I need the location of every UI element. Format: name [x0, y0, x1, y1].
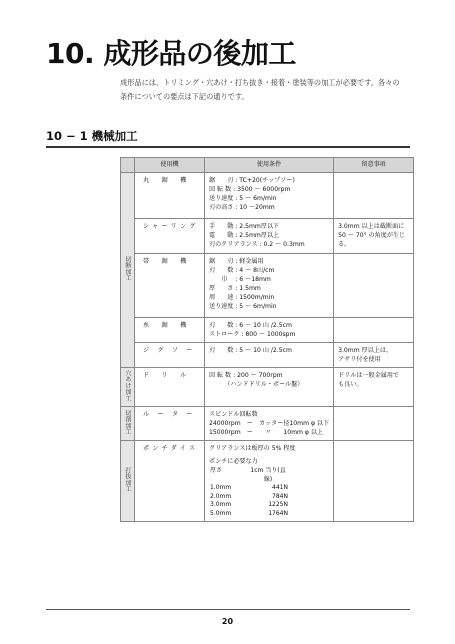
machining-table [120, 157, 414, 522]
intro-line: 条件についての要点は下記の通りです。 [120, 92, 249, 101]
table-row [121, 318, 414, 343]
table-row [121, 441, 414, 522]
force-row: 2.0mm 784N [210, 492, 288, 500]
force-row: 5.0mm 1764N [210, 509, 288, 517]
category-punching: 打抜加工 [121, 441, 135, 522]
notes-cell: 3.0mm 以上は截断面に 50 〜 70° の角度が生じ る。 [334, 219, 414, 254]
force-row: 3.0mm 1225N [210, 501, 288, 508]
machine-cell: ド リ ル [135, 368, 205, 407]
conditions-cell: スピンドル回転数 24000rpm ー カッター径10mm φ 以下 15000rpm ー 〃 10mm φ 以上 [205, 407, 334, 441]
conditions-cell: 回 転 数 : 200 〜 700rpm （ハンドドリル・ボール盤） [205, 368, 334, 407]
table-row [121, 254, 414, 318]
machine-cell: ル ー タ ー [135, 407, 205, 441]
conditions-cell: 手 動 : 2.5mm厚以下 電 動 : 2.5mm厚以上 刃のクリアランス : 0.2 〜 0.3mm [205, 219, 334, 254]
machine-cell: ポンチダイス [135, 441, 205, 522]
page-number: 20 [221, 617, 234, 626]
intro-paragraph [120, 76, 420, 104]
machine-cell: シャーリング [135, 219, 205, 254]
notes-cell [334, 254, 414, 318]
machine-cell: ジ グ ソ ー [135, 343, 205, 368]
machine-cell: 帯 鋸 機 [135, 254, 205, 318]
table-header-row [121, 158, 414, 173]
force-header-per-cm: 1cm 当り(直線) [250, 467, 286, 483]
conditions-cell: 鋸 刃 : TC+20(チップソー) 回 転 数 : 3500 〜 6000rpm 送り速度 : 5 〜 6m/min 刃の高さ : 10 〜20mm [205, 173, 334, 219]
conditions-cell: 刃 数 : 5 〜 10 山 /2.5cm [205, 343, 334, 368]
force-header-thickness: 厚さ [210, 467, 223, 474]
header-corner [121, 158, 135, 173]
footer-divider [46, 609, 410, 610]
intro-line: 成形品には、トリミング・穴あけ・打ち抜き・接着・塗装等の加工が必要です。各々の [120, 78, 400, 87]
category-cutting: 切断加工 [121, 173, 135, 368]
section-divider [46, 146, 410, 148]
conditions-cell: 刃 数 : 6 〜 10 山 /2.5cm ストローク : 800 〜 1000spm [205, 318, 334, 343]
conditions-cell: 鋸 刃 : 軽金属用 刃 数 : 4 〜 8山/cm 巾 : 6 〜18mm 厚 さ : 1.5mm 周 速 : 1500m/min 送り速度 : 5 〜 6m/min [205, 254, 334, 318]
notes-cell: ドリルは一般金属用で も良い。 [334, 368, 414, 407]
table-row [121, 368, 414, 407]
notes-cell [334, 441, 414, 522]
notes-cell: 3.0mm 厚以上は、 アサリ付を使用 [334, 343, 414, 368]
notes-cell [334, 173, 414, 219]
notes-cell [334, 407, 414, 441]
header-conditions: 使用条件 [205, 158, 334, 173]
punch-force-table [209, 467, 288, 518]
category-routing: 切削加工 [121, 407, 135, 441]
machine-cell: 糸 鋸 機 [135, 318, 205, 343]
header-machine: 使用機 [135, 158, 205, 173]
force-row: 1.0mm 441N [210, 484, 288, 491]
header-notes: 留意事項 [334, 158, 414, 173]
category-drilling: 穴あけ加工 [121, 368, 135, 407]
page-title: 10. 成形品の後加工 [46, 37, 296, 70]
conditions-cell: クリアランスは板厚の 5% 程度 ポンチに必要な力 厚さ 1cm 当り(直線) 1.0mm 441N 2.0mm 784N 3.0mm 1225N 5.0mm 1764N [205, 441, 334, 522]
notes-cell [334, 318, 414, 343]
section-title: 10 − 1 機械加工 [46, 129, 138, 143]
table-row [121, 407, 414, 441]
table-row [121, 219, 414, 254]
table-row [121, 173, 414, 219]
table-row [121, 343, 414, 368]
machine-cell: 丸 鋸 機 [135, 173, 205, 219]
